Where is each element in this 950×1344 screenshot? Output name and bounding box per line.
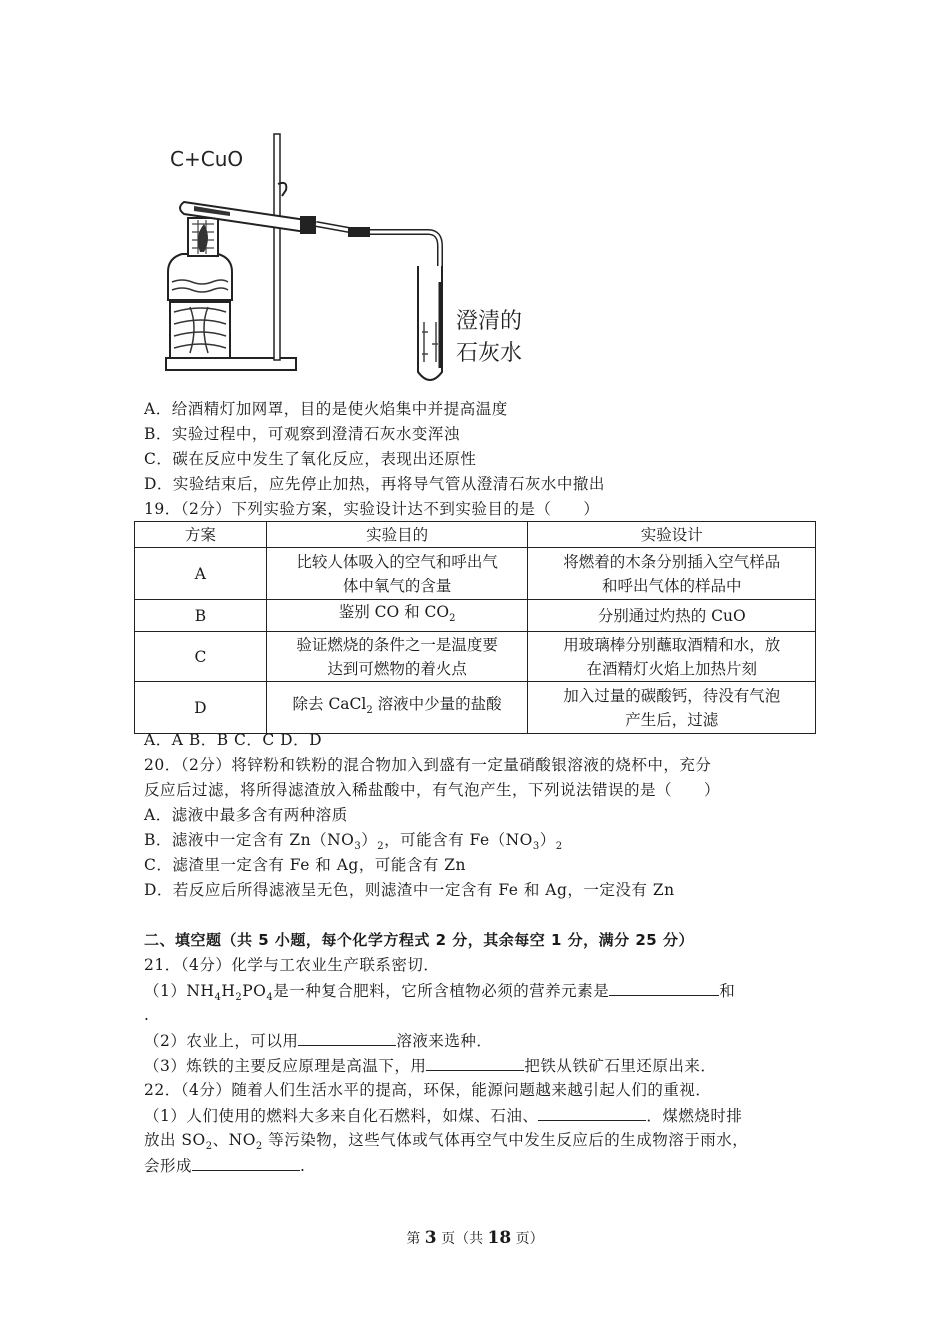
row-d-plan: D: [135, 682, 267, 734]
limewater-label-2: 石灰水: [456, 341, 523, 366]
answer-blank[interactable]: [426, 1054, 524, 1071]
row-a-design: 将燃着的木条分别插入空气样品 和呼出气体的样品中: [528, 548, 816, 600]
row-a-plan: A: [135, 548, 267, 600]
q21-part2: （2）农业上，可以用 溶液来选种．: [144, 1029, 492, 1052]
tube-connector: [348, 227, 370, 237]
row-c-plan: C: [135, 632, 267, 682]
table-row: [135, 548, 816, 600]
q21-part1-end: .: [144, 1006, 150, 1024]
limewater-tube: [418, 266, 442, 380]
apparatus-diagram: [160, 132, 560, 388]
q18-option-c: C．碳在反应中发生了氧化反应，表现出还原性: [144, 450, 477, 468]
answer-blank[interactable]: [298, 1029, 396, 1046]
answer-blank[interactable]: [192, 1154, 300, 1171]
table-row: [135, 632, 816, 682]
q21-stem: 21．（4分）化学与工农业生产联系密切．: [144, 956, 440, 974]
table-row: [135, 600, 816, 632]
limewater-label-1: 澄清的: [456, 309, 523, 334]
header-purpose: 实验目的: [266, 522, 528, 548]
q20-stem-1: 20．（2分）将锌粉和铁粉的混合物加入到盛有一定量硝酸银溶液的烧杯中，充分: [144, 756, 712, 774]
q19-stem: 19．（2分）下列实验方案，实验设计达不到实验目的是（ ）: [144, 500, 600, 518]
row-d-design: 加入过量的碳酸钙，待没有气泡 产生后，过滤: [528, 682, 816, 734]
row-d-purpose: 除去 CaCl$_2$ 溶液中少量的盐酸: [266, 682, 528, 734]
q22-part1: （1）人们使用的燃料大多来自化石燃料，如煤、石油、 ．煤燃烧时排: [144, 1104, 742, 1127]
header-plan: 方案: [135, 522, 267, 548]
answer-blank[interactable]: [538, 1104, 646, 1121]
q19-options: A．A B．B C．C D．D: [144, 731, 323, 749]
row-b-purpose: 鉴别 CO 和 $CO_2$: [266, 600, 528, 632]
q20-stem-2: 反应后过滤，将所得滤渣放入稀盐酸中，有气泡产生，下列说法错误的是（ ）: [144, 781, 721, 799]
reactant-label: C+CuO: [170, 147, 244, 171]
q18-option-d: D．实验结束后，应先停止加热，再将导气管从澄清石灰水中撤出: [144, 475, 605, 493]
row-b-plan: B: [135, 600, 267, 632]
q20-option-a: A．滤液中最多含有两种溶质: [144, 806, 348, 824]
q21-part3: （3）炼铁的主要反应原理是高温下，用 把铁从铁矿石里还原出来．: [144, 1054, 716, 1077]
stand-rod: [274, 134, 280, 360]
q20-option-c: C．滤渣里一定含有 Fe 和 Ag，可能含有 Zn: [144, 856, 467, 874]
q19-table: [134, 521, 816, 734]
q18-option-b: B．实验过程中，可观察到澄清石灰水变浑浊: [144, 425, 460, 443]
alcohol-lamp: [168, 254, 232, 300]
header-design: 实验设计: [528, 522, 816, 548]
row-b-design: 分别通过灼热的 CuO: [528, 600, 816, 632]
q20-option-b: B．滤液中一定含有 $Zn(NO_3)_2$，可能含有 $Fe(NO_3)_2$: [144, 831, 563, 853]
q18-option-a: A．给酒精灯加网罩，目的是使火焰集中并提高温度: [144, 400, 508, 418]
q20-option-d: D．若反应后所得滤液呈无色，则滤渣中一定含有 Fe 和 Ag，一定没有 Zn: [144, 881, 675, 899]
q22-stem: 22．（4分）随着人们生活水平的提高，环保，能源问题越来越引起人们的重视．: [144, 1081, 712, 1099]
answer-blank[interactable]: [609, 979, 719, 996]
page-footer: 第 3 页（共 18 页）: [406, 1228, 544, 1248]
row-c-design: 用玻璃棒分别蘸取酒精和水，放 在酒精灯火焰上加热片刻: [528, 632, 816, 682]
q22-part1-end: 会形成 .: [144, 1154, 305, 1177]
row-c-purpose: 验证燃烧的条件之一是温度要 达到可燃物的着火点: [266, 632, 528, 682]
table-header-row: [135, 522, 816, 548]
q21-part1: $(1)NH_4H_2PO_4$是一种复合肥料，它所含植物必须的营养元素是 和: [144, 979, 735, 1009]
stopper: [300, 216, 316, 234]
table-row: [135, 682, 816, 734]
row-a-purpose: 比较人体吸入的空气和呼出气 体中氧气的含量: [266, 548, 528, 600]
section2-title: 二、填空题（共 5 小题，每个化学方程式 2 分，其余每空 1 分，满分 25 分）: [144, 931, 694, 949]
q22-part1-cont: 放出 $SO_2$、$NO_2$ 等污染物，这些气体或气体再空气中发生反应后的生成物溶于雨水，: [144, 1131, 749, 1153]
